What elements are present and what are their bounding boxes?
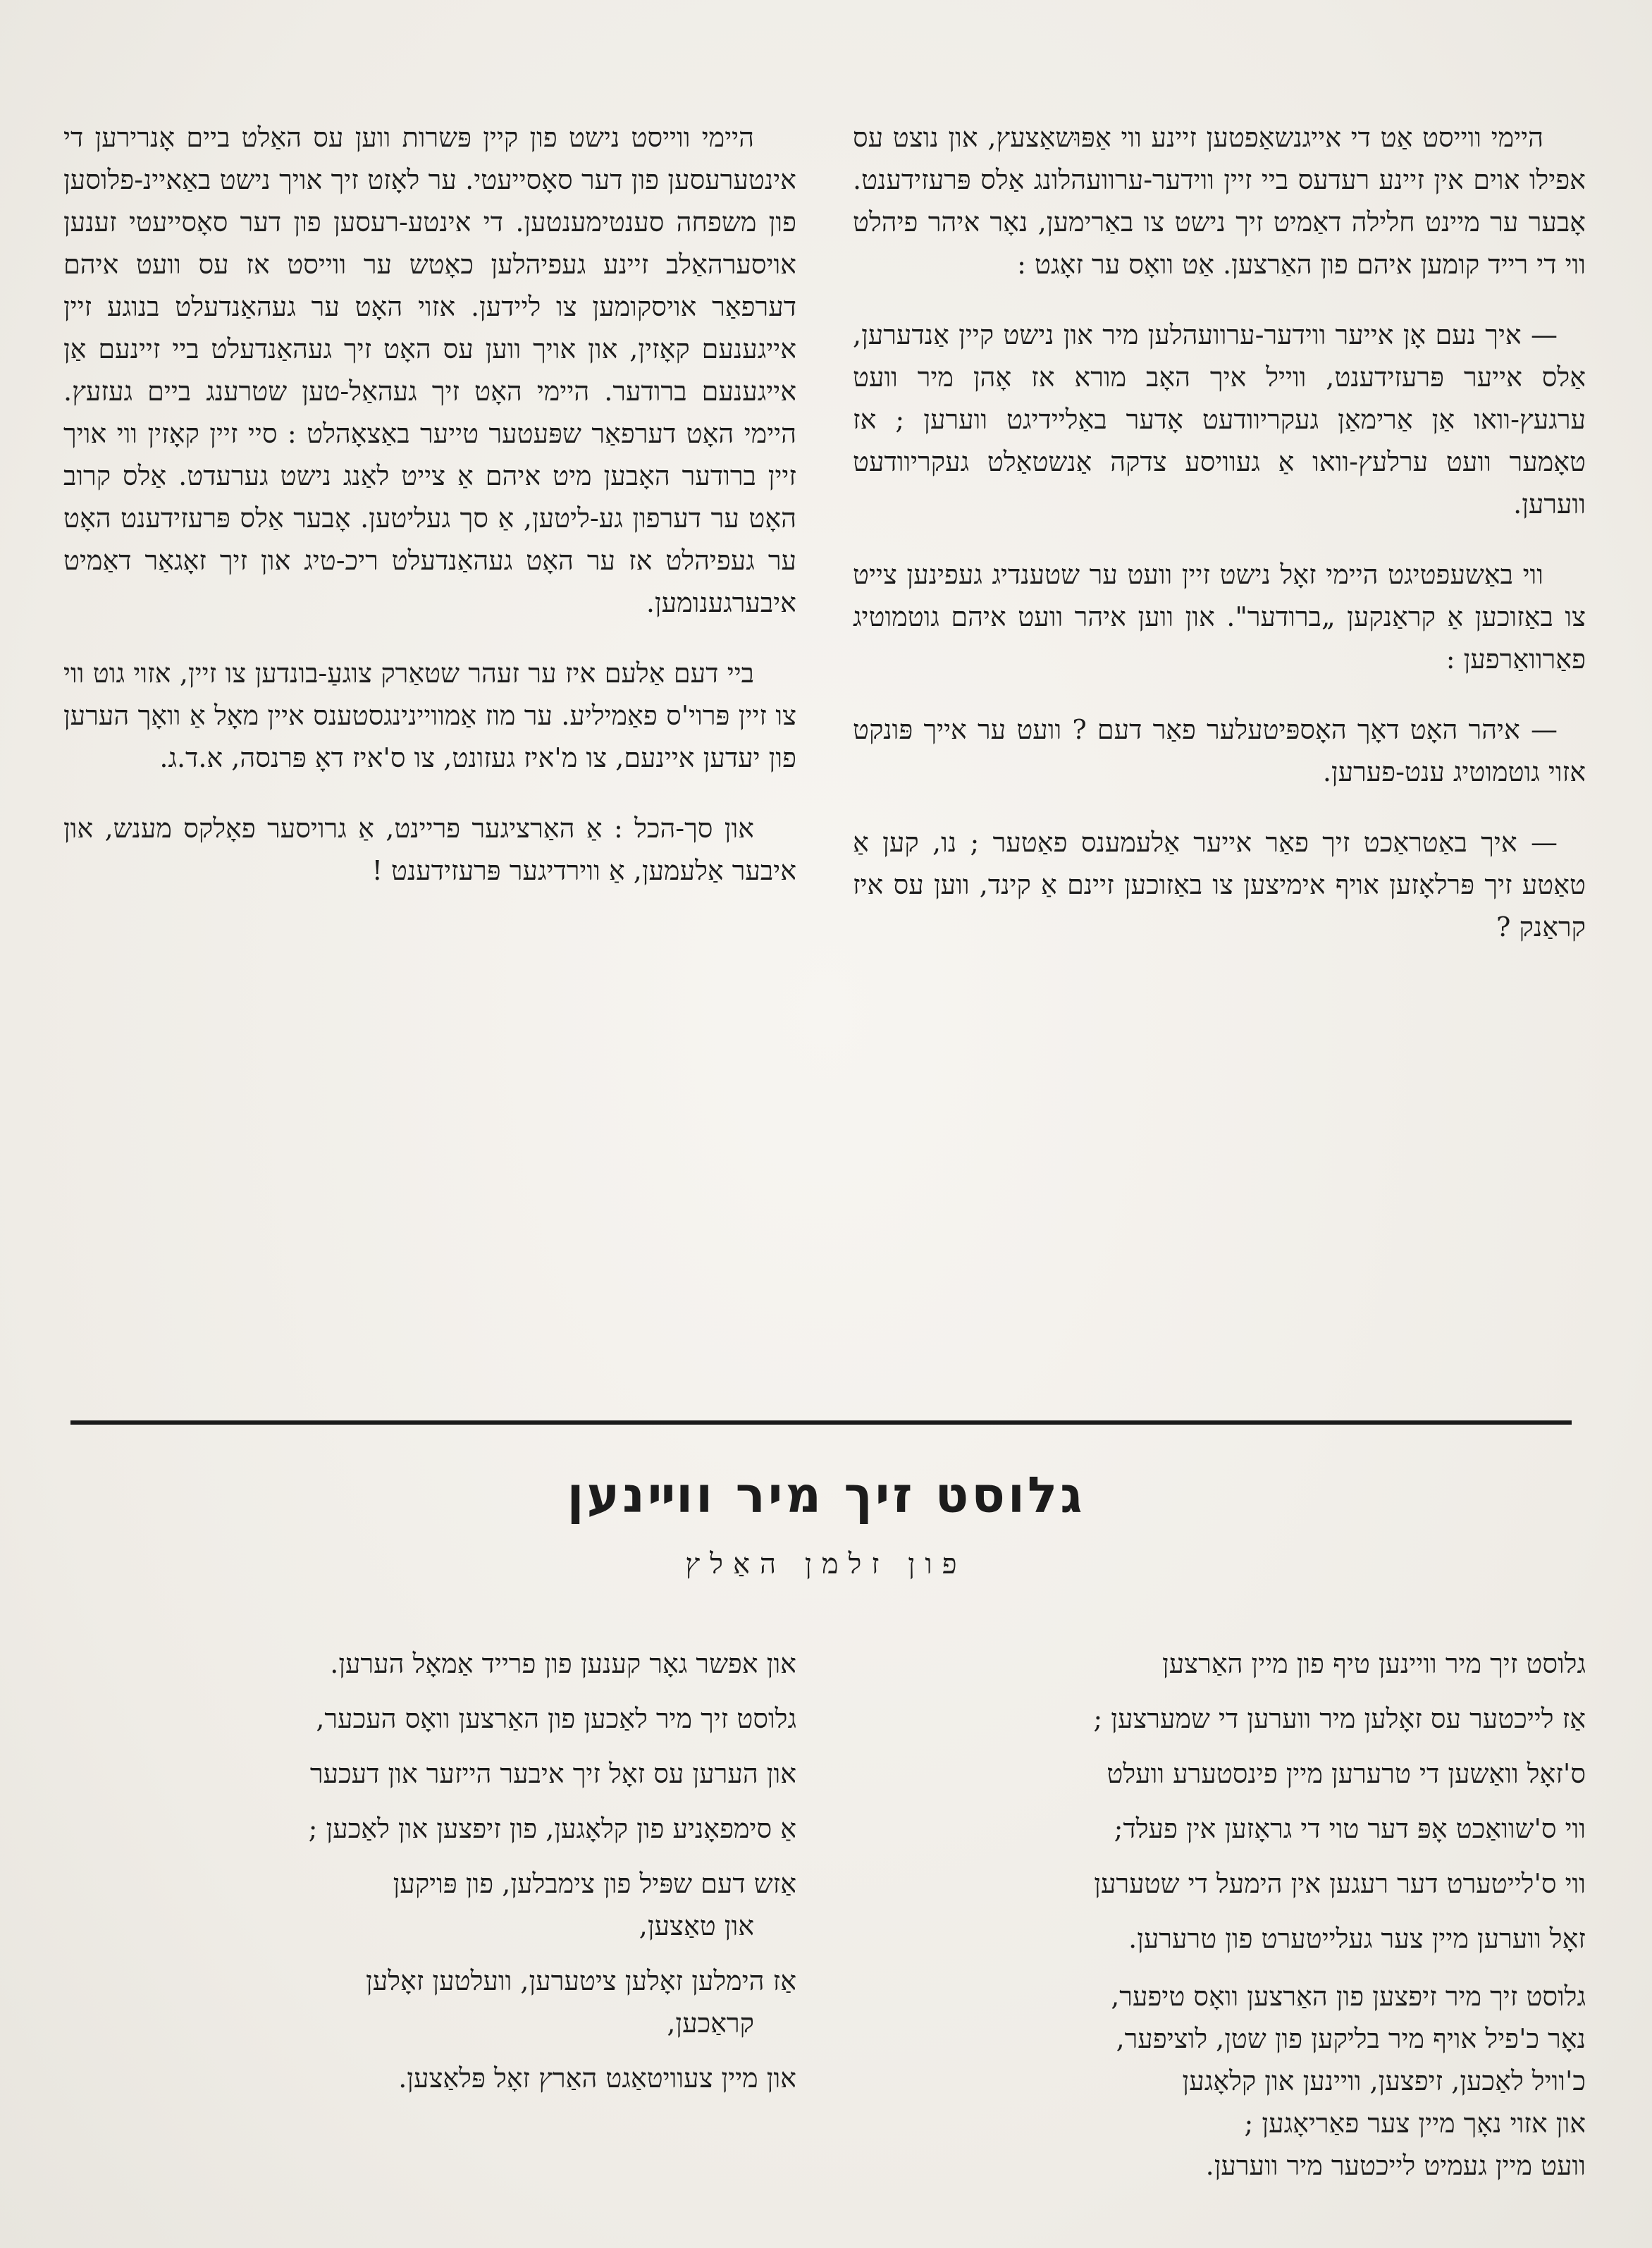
- poem-line: ווי ס'שוואַכט אָפּ דער טוי די גראָזען אין פעלד;: [1114, 1813, 1586, 1844]
- poem-line: גלוסט זיך מיר זיפצען פון האַרצען וואָס טיפער,: [1111, 1981, 1586, 2012]
- article-column-left: [63, 116, 796, 920]
- poem-stanza: [853, 1975, 1586, 2187]
- article-paragraph: — איך נעם אָן אייער ווידער-ערוועהלען מיר און נישט קיין אַנדערען, אַלס אייער פּרעזידענט, ווייל איך האָב מורא אז אָהן מיר וועט ערגעץ-וואו אַן אַרימאַן געקריוודעט אָדער באַליידיגט ווערען ; אז טאָמער וועט ערלעץ-וואו אַ געוויסע צדקה אַנשטאַלט געקריוודעט ווערען.: [853, 319, 1586, 520]
- poem-line: און אזוי נאָך מיין צער פאַריאָגען ;: [1244, 2108, 1586, 2139]
- article-paragraph: און סך-הכל : אַ האַרציגער פריינט, אַ גרויסער פאָלקס מענש, און איבער אַלעמען, אַ ווירדיגער פּרעזידענט !: [63, 813, 796, 886]
- poem-line: אַז הימלען זאָלען ציטערען, וועלטען זאָלען: [366, 1965, 796, 1996]
- poem-stanza: [853, 1642, 1586, 1960]
- poem-line: אַ סימפאָניע פון קלאָגען, פון זיפצען און לאַכען ;: [308, 1813, 796, 1844]
- article-paragraph: — איהר האָט דאָך האָספּיטעלער פאַר דעם ? וועט ער אייך פּונקט אזוי גוטמוטיג ענט-פערען.: [853, 714, 1586, 787]
- article-paragraph: ווי באַשעפטיגט היימי זאָל נישט זיין וועט ער שטענדיג געפינען צייט צו באַזוכען אַ קראַנקען „ברודער". און ווען איהר וועט איהם גוטמוטיג פאַרוואַרפען :: [853, 559, 1586, 675]
- poem-title: גלוסט זיך מיר ווײנען: [567, 1466, 1085, 1524]
- poem-line: גלוסט זיך מיר וויינען טיף פון מיין האַרצען: [1162, 1648, 1586, 1679]
- poem-line: נאָר כ'פיל אויף מיר בליקען פון שטן, לוציפער,: [1116, 2023, 1586, 2054]
- article-paragraph: ביי דעם אַלעם איז ער זעהר שטאַרק צוגעַ-בונדען צו זיין, אזוי גוט ווי צו זיין פּרוי'ס פאַמיליע. ער מוז אַמוויינינגסטענס איין מאָל אַ וואָך הערען פון יעדען איינעם, צו מ'איז געזונט, צו ס'איז דאָ פּרנסה, א.ד.ג.: [63, 658, 796, 773]
- poem-column-right: [853, 1642, 1586, 2202]
- poem-author: פון זלמן האַלץ: [685, 1548, 967, 1580]
- poem-line: און הערען עס זאָל זיך איבער הייזער און דעכער: [309, 1758, 796, 1789]
- article-paragraph: — איך באַטראַכט זיך פאַר אייער אַלעמענס פאַטער ; נו, קען אַ טאַטע זיך פּרלאָזען אויף אימיצען צו באַזוכען זיינם אַ קינד, ווען עס איז קראַנק ?: [853, 827, 1586, 942]
- poem-line: זאָל ווערען מיין צער געלייטערט פון טרערען.: [1128, 1923, 1586, 1954]
- article-column-right: [853, 116, 1586, 976]
- poem-line-continuation: און טאַצען,: [639, 1910, 754, 1941]
- poem-line: אַז לייכטער עס זאָלען מיר ווערען די שמערצען ;: [1093, 1703, 1586, 1734]
- poem-column-left: [63, 1642, 796, 2099]
- poem-line-continuation: קראַכען,: [667, 2008, 754, 2039]
- poem-line: און מיין צעוויטאַגט האַרץ זאָל פּלאַצען.: [398, 2063, 796, 2094]
- poem-line: ס'זאָל וואַשען די טרערען מיין פינסטערע וועלט: [1107, 1758, 1586, 1789]
- poem-line: וועט מיין געמיט לייכטער מיר ווערען.: [1205, 2150, 1586, 2181]
- poem-line: אַזש דעם שפּיל פון צימבלען, פון פּויקען: [393, 1868, 796, 1899]
- article-paragraph: היימי ווייסט נישט פון קיין פּשרות ווען עס האַלט ביים אָנרירען די אינטערעסען פון דער סאָסייעטי. ער לאָזט זיך אויך נישט באַאיינ-פלוסען פון משפחה סענטימענטען. די אינטע-רעסען פון דער סאָסייעטי זענען אויסערהאַלב זיינע געפיהלען כאָטש ער ווייסט אז עס וועט איהם דערפאַר אויסקומען צו ליידען. אזוי האָט ער געהאַנדעלט בנוגע זיין אייגענעם קאָזין, און אויך ווען עס האָט זיך געהאַנדעלט ביי זיינעם אַן אייגענעם ברודער. היימי האָט זיך געהאַל-טען שטרענג ביים געזעץ. היימי האָט דערפאַר שפּעטער טייער באַצאָהלט : סיי זיין קאָזין ווי אויך זיין ברודער האָבען מיט איהם אַ צייט לאַנג נישט גערעדט. אַלס קרוב האָט ער דערפון גע-ליטען, אַ סך געליטען. אָבער אַלס פּרעזידענט האָט ער געפיהלט אז ער האָט געהאַנדעלט ריכ-טיג און זיך זאָגאַר דאַמיט איבערגענומען.: [63, 122, 796, 618]
- poem-line: גלוסט זיך מיר לאַכען פון האַרצען וואָס העכער,: [316, 1703, 796, 1734]
- poem-line: ווי ס'לייטערט דער רעגען אין הימעל די שטערען: [1094, 1868, 1586, 1899]
- article-paragraph: היימי ווייסט אַט די אייגנשאַפטען זיינע ווי אַפּוּשאַצעץ, און נוצט עס אפילו אוים אין זיינע רעדעס ביי זיין ווידער-ערוועהלונג אַלס פּרעזידענט. אָבער ער מיינט חלילה דאַמיט זיך נישט צו באַרימען, נאָר איהר פיהלט ווי די רייד קומען איהם פון האַרצען. אַט וואָס ער זאָגט :: [853, 122, 1586, 280]
- poem-line: און אפשר גאָר קענען פון פרייד אַמאָל הערען.: [330, 1648, 796, 1679]
- section-divider: [70, 1420, 1572, 1425]
- poem-line: כ'וויל לאַכען, זיפצען, וויינען און קלאָגען: [1182, 2065, 1586, 2096]
